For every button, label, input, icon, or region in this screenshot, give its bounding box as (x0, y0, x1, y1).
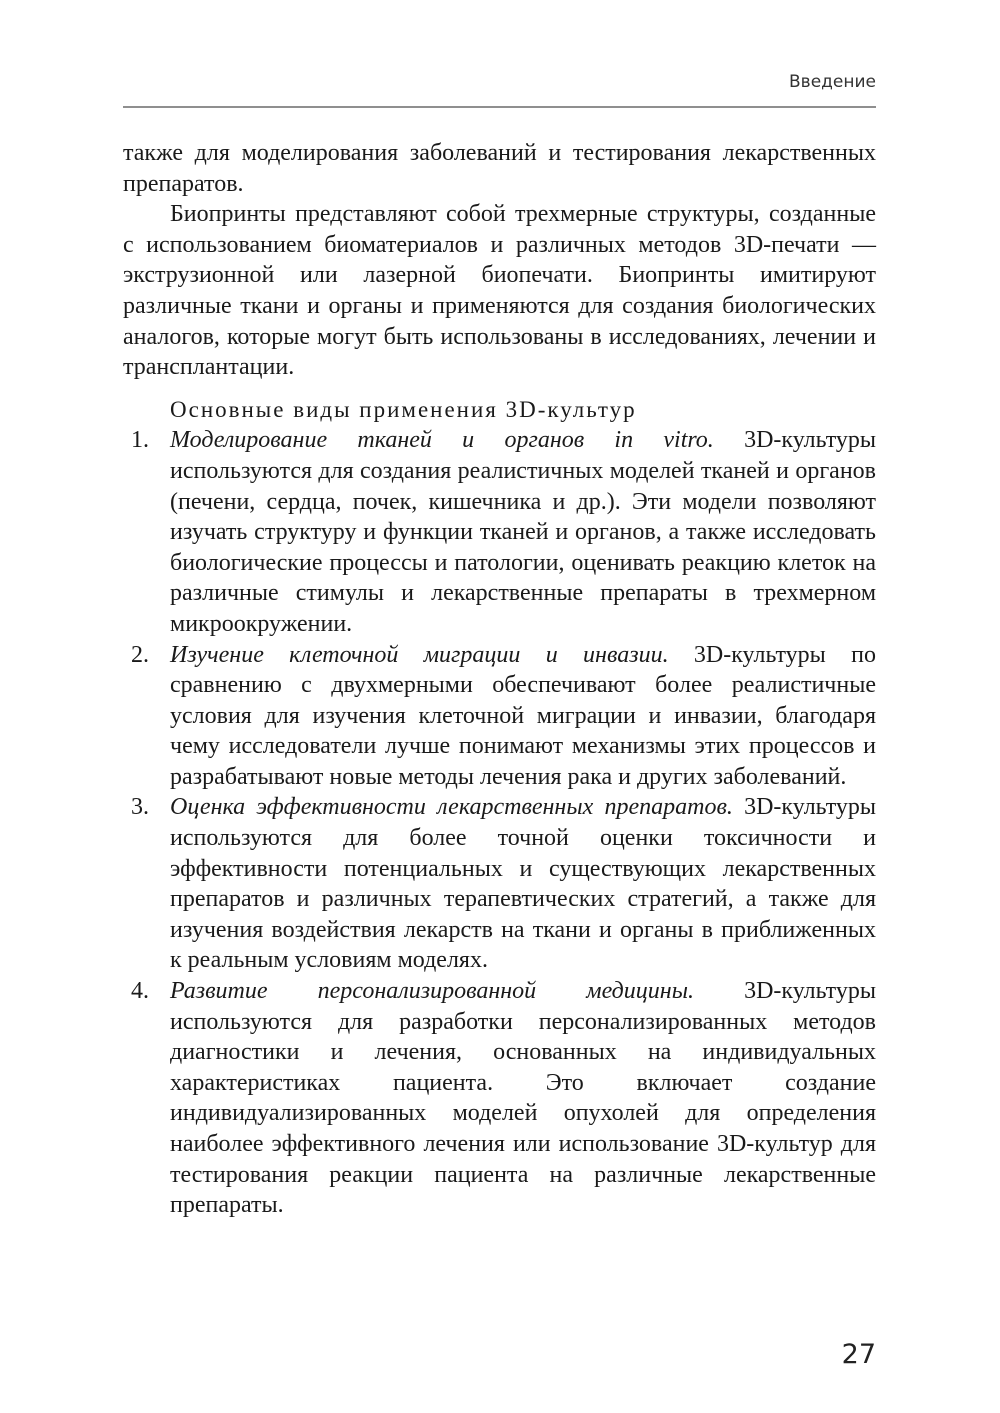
list-item (123, 640, 876, 793)
section-title: Введение (789, 72, 876, 92)
list-item (123, 425, 876, 639)
list-item-text: 3D-культуры по сравнению с двухмерными обеспечивают более реалистичные условия для изучения клеточной миграции и инвазии, благодаря чему исследователи лучше понимают механизмы этих процессов и разрабатывают новые методы лечения рака и других заболеваний. (170, 641, 876, 790)
list-item-text: 3D-культуры используются для более точной оценки токсичности и эффективности потенциальных и существующих лекарственных препаратов и различных терапевтических стратегий, а также для изучения воздействия лекарств на ткани и органы в приближенных к реальным условиям моделях. (170, 794, 876, 974)
paragraph: также для моделирования заболеваний и тестирования лекарственных препаратов. (123, 140, 876, 197)
applications-list (123, 425, 876, 1220)
list-item-number: 2. (131, 641, 149, 668)
list-item-text: 3D-культуры используются для создания реалистичных моделей тканей и органов (печени, сердца, почек, кишечника и др.). Эти модели позволяют изучать структуру и функции тканей и органов, а также исследовать биологические процессы и патологии, оценивать реакцию клеток на различные стимулы и лекарственные препараты в трехмерном микроокружении. (170, 427, 876, 637)
list-item-number: 3. (131, 794, 149, 821)
list-item (123, 976, 876, 1221)
page-number: 27 (841, 1339, 876, 1370)
list-item-title: Развитие персонализированной медицины. (170, 978, 694, 1005)
list-item-number: 1. (131, 427, 149, 454)
list-item (123, 792, 876, 976)
list-item-text: 3D-культуры используются для разработки персонализированных методов диагностики и лечения, основанных на индивидуальных характеристиках пациента. Это включает создание индивидуализированных моделей опухолей для определения наиболее эффективного лечения или использование 3D-культур для тестирования реакции пациента на различные лекарственные препараты. (170, 978, 876, 1219)
page-body (123, 138, 876, 1221)
paragraph: Биопринты представляют собой трехмерные структуры, созданные с использованием биоматериалов и различных методов 3D-печати — экструзионной или лазерной биопечати. Биопринты имитируют различные ткани и органы и применяются для создания биологических аналогов, которые могут быть использованы в исследованиях, лечении и трансплантации. (123, 201, 876, 381)
list-item-title: Моделирование тканей и органов in vitro. (170, 427, 714, 454)
section-heading: Основные виды применения 3D-культур (170, 396, 637, 422)
list-item-title: Изучение клеточной миграции и инвазии. (170, 641, 669, 668)
running-header (123, 68, 876, 108)
list-item-number: 4. (131, 978, 149, 1005)
list-item-title: Оценка эффективности лекарственных препаратов. (170, 794, 733, 821)
